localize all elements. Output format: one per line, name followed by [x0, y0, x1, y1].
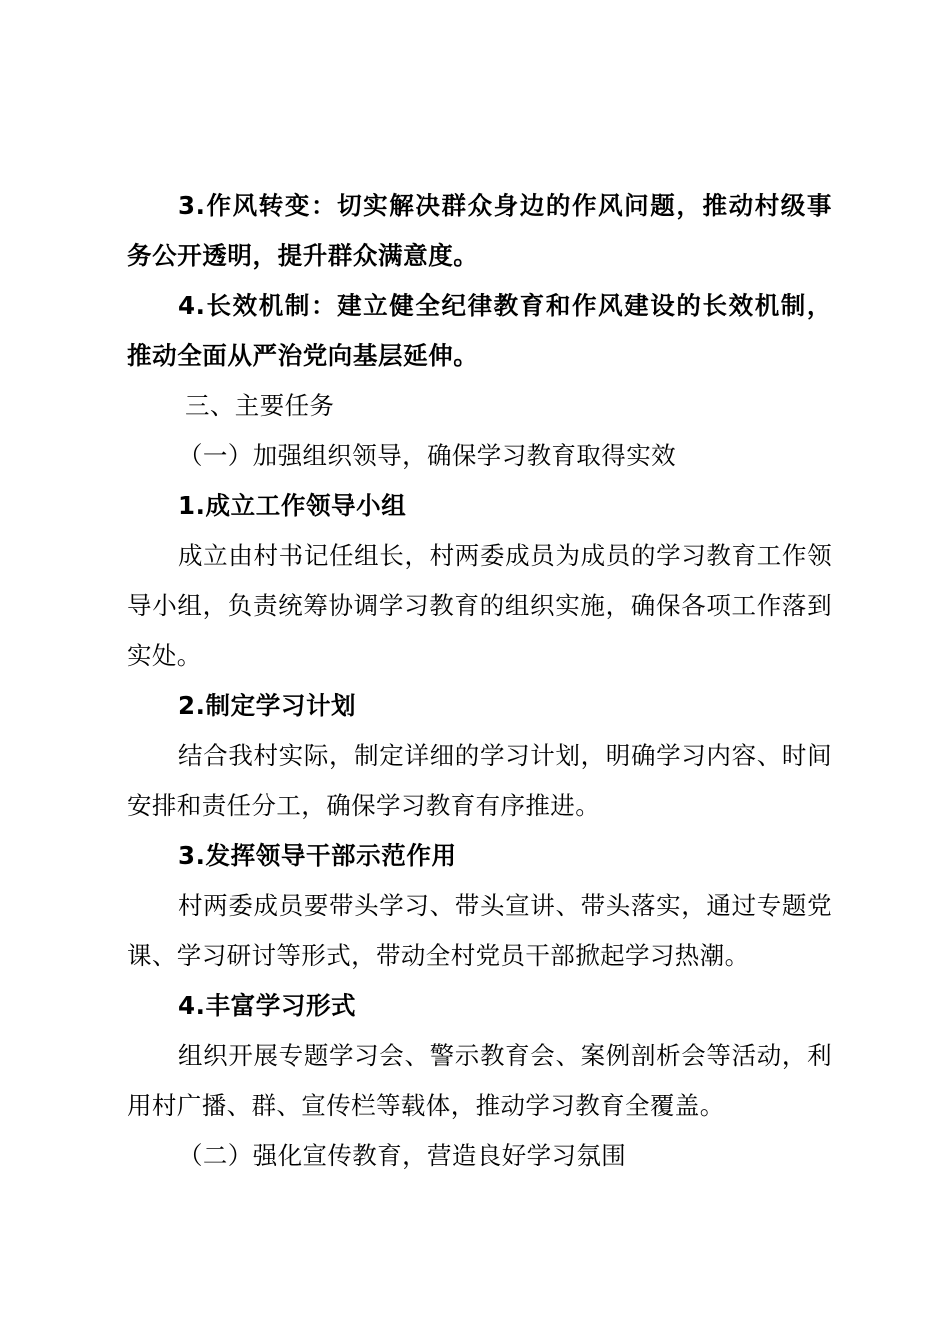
section-heading: 三、主要任务 [185, 391, 335, 420]
task-body-4: 组织开展专题学习会、警示教育会、案例剖析会等活动，利用村广播、群、宣传栏等载体，推动学习教育全覆盖。 [127, 1041, 832, 1120]
task-heading-4: 4.丰富学习形式 [178, 991, 357, 1020]
task-body-2: 结合我村实际，制定详细的学习计划，明确学习内容、时间安排和责任分工，确保学习教育有序推进。 [127, 741, 832, 820]
task-heading-1: 1.成立工作领导小组 [178, 491, 407, 520]
task-heading-2: 2.制定学习计划 [178, 691, 357, 720]
document-body [127, 181, 832, 1181]
goal-paragraph-mechanism: 4.长效机制：建立健全纪律教育和作风建设的长效机制，推动全面从严治党向基层延伸。 [127, 291, 832, 370]
task-body-1: 成立由村书记任组长，村两委成员为成员的学习教育工作领导小组，负责统筹协调学习教育的组织实施，确保各项工作落到实处。 [127, 541, 832, 670]
subsection-heading-2: （二）强化宣传教育，营造良好学习氛围 [178, 1141, 627, 1170]
goal-paragraph-style: 3.作风转变：切实解决群众身边的作风问题，推动村级事务公开透明，提升群众满意度。 [127, 191, 832, 270]
task-body-3: 村两委成员要带头学习、带头宣讲、带头落实，通过专题党课、学习研讨等形式，带动全村党员干部掀起学习热潮。 [127, 891, 832, 970]
task-heading-3: 3.发挥领导干部示范作用 [178, 841, 457, 870]
subsection-heading-1: （一）加强组织领导，确保学习教育取得实效 [178, 441, 676, 470]
